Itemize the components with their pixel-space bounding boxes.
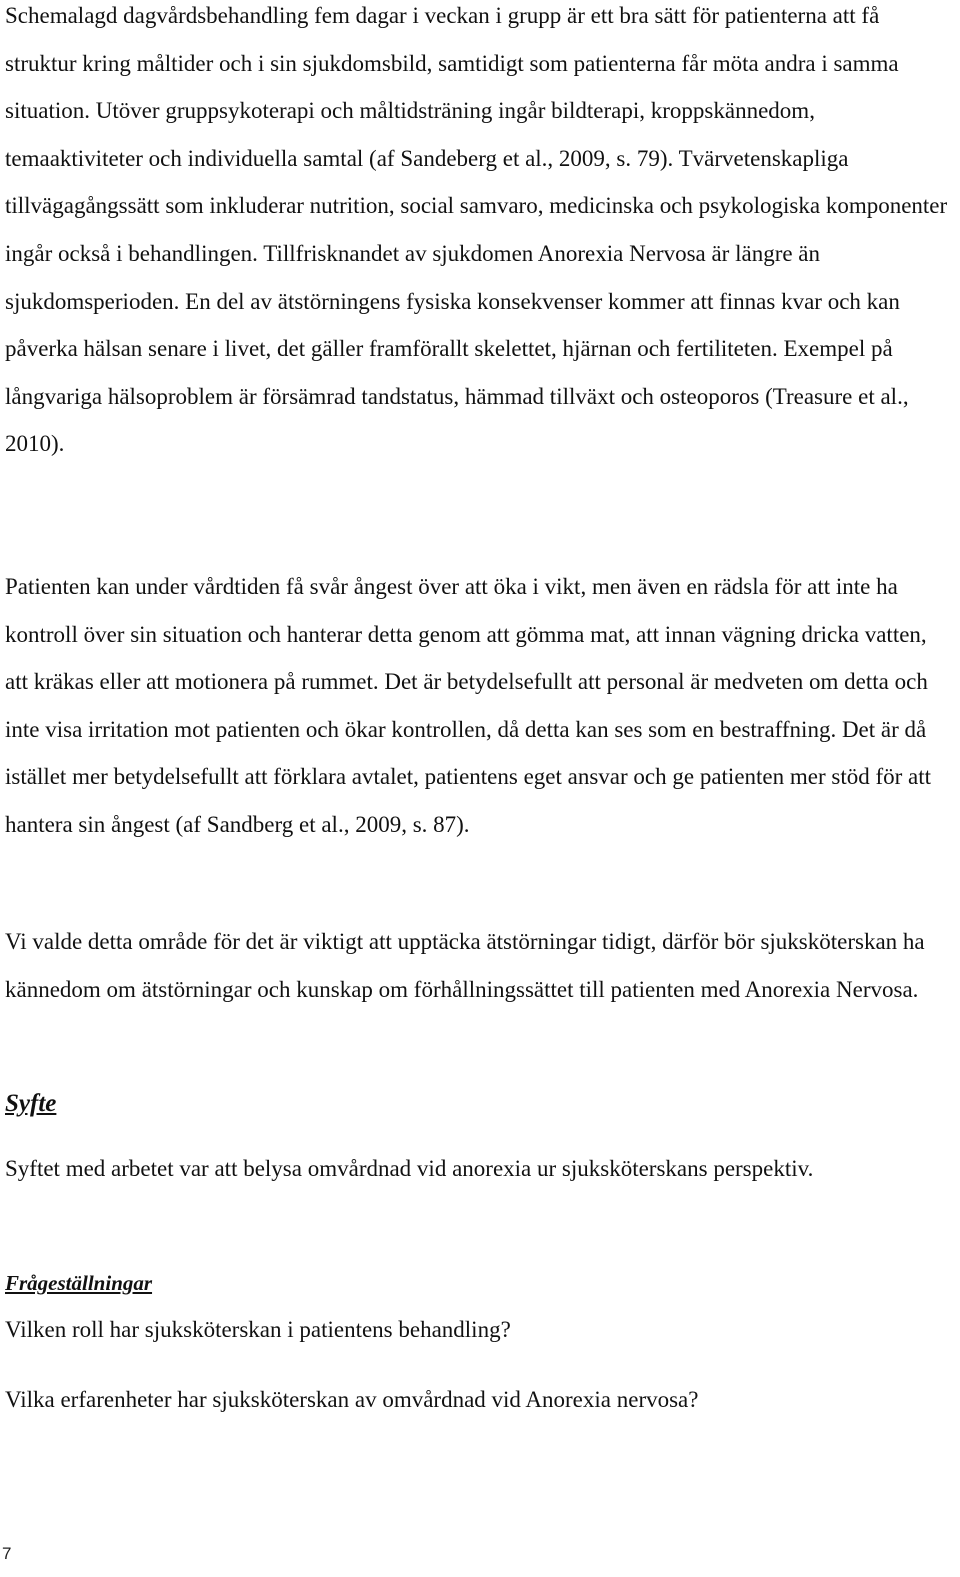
body-paragraph-3: Vi valde detta område för det är viktigt att upptäcka ätstörningar tidigt, därför bör sjuksköterskan ha kännedom om ätstörningar och kunskap om förhållningssättet till patienten med Anorexia Nervosa.: [5, 929, 925, 1002]
syfte-paragraph: Syftet med arbetet var att belysa omvårdnad vid anorexia ur sjuksköterskans perspektiv.: [5, 1156, 814, 1181]
body-paragraph-2: Patienten kan under vårdtiden få svår ångest över att öka i vikt, men även en rädsla för att inte ha kontroll över sin situation och hanterar detta genom att gömma mat, att innan vägning dricka vatten, att kräkas eller att motionera på rummet. Det är betydelsefullt att personal är medveten om detta och inte visa irritation mot patienten och ökar kontrollen, då detta kan ses som en bestraffning. Det är då istället mer betydelsefullt att förklara avtalet, patientens eget ansvar och ge patienten mer stöd för att hantera sin ångest (af Sandberg et al., 2009, s. 87).: [5, 574, 932, 837]
section-heading-fragestallningar: Frågeställningar: [5, 1271, 153, 1295]
research-question-2: Vilka erfarenheter har sjuksköterskan av omvårdnad vid Anorexia nervosa?: [5, 1387, 699, 1412]
section-heading-syfte: Syfte: [5, 1090, 57, 1117]
body-paragraph-1: Schemalagd dagvårdsbehandling fem dagar i veckan i grupp är ett bra sätt för patienterna att få struktur kring måltider och i sin sjukdomsbild, samtidigt som patienterna får möta andra i samma situation. Utöver gruppsykoterapi och måltidsträning ingår bildterapi, kroppskännedom, temaaktiviteter och individuella samtal (af Sandeberg et al., 2009, s. 79). Tvärvetenskapliga tillvägagångssätt som inkluderar nutrition, social samvaro, medicinska och psykologiska komponenter ingår också i behandlingen. Tillfrisknandet av sjukdomen Anorexia Nervosa är längre än sjukdomsperioden. En del av ätstörningens fysiska konsekvenser kommer att finnas kvar och kan påverka hälsan senare i livet, det gäller framförallt skelettet, hjärnan och fertiliteten. Exempel på långvariga hälsoproblem är försämrad tandstatus, hämmad tillväxt och osteoporos (Treasure et al., 2010).: [5, 3, 948, 457]
page-number: 7: [2, 1544, 12, 1563]
research-question-1: Vilken roll har sjuksköterskan i patientens behandling?: [5, 1317, 511, 1342]
